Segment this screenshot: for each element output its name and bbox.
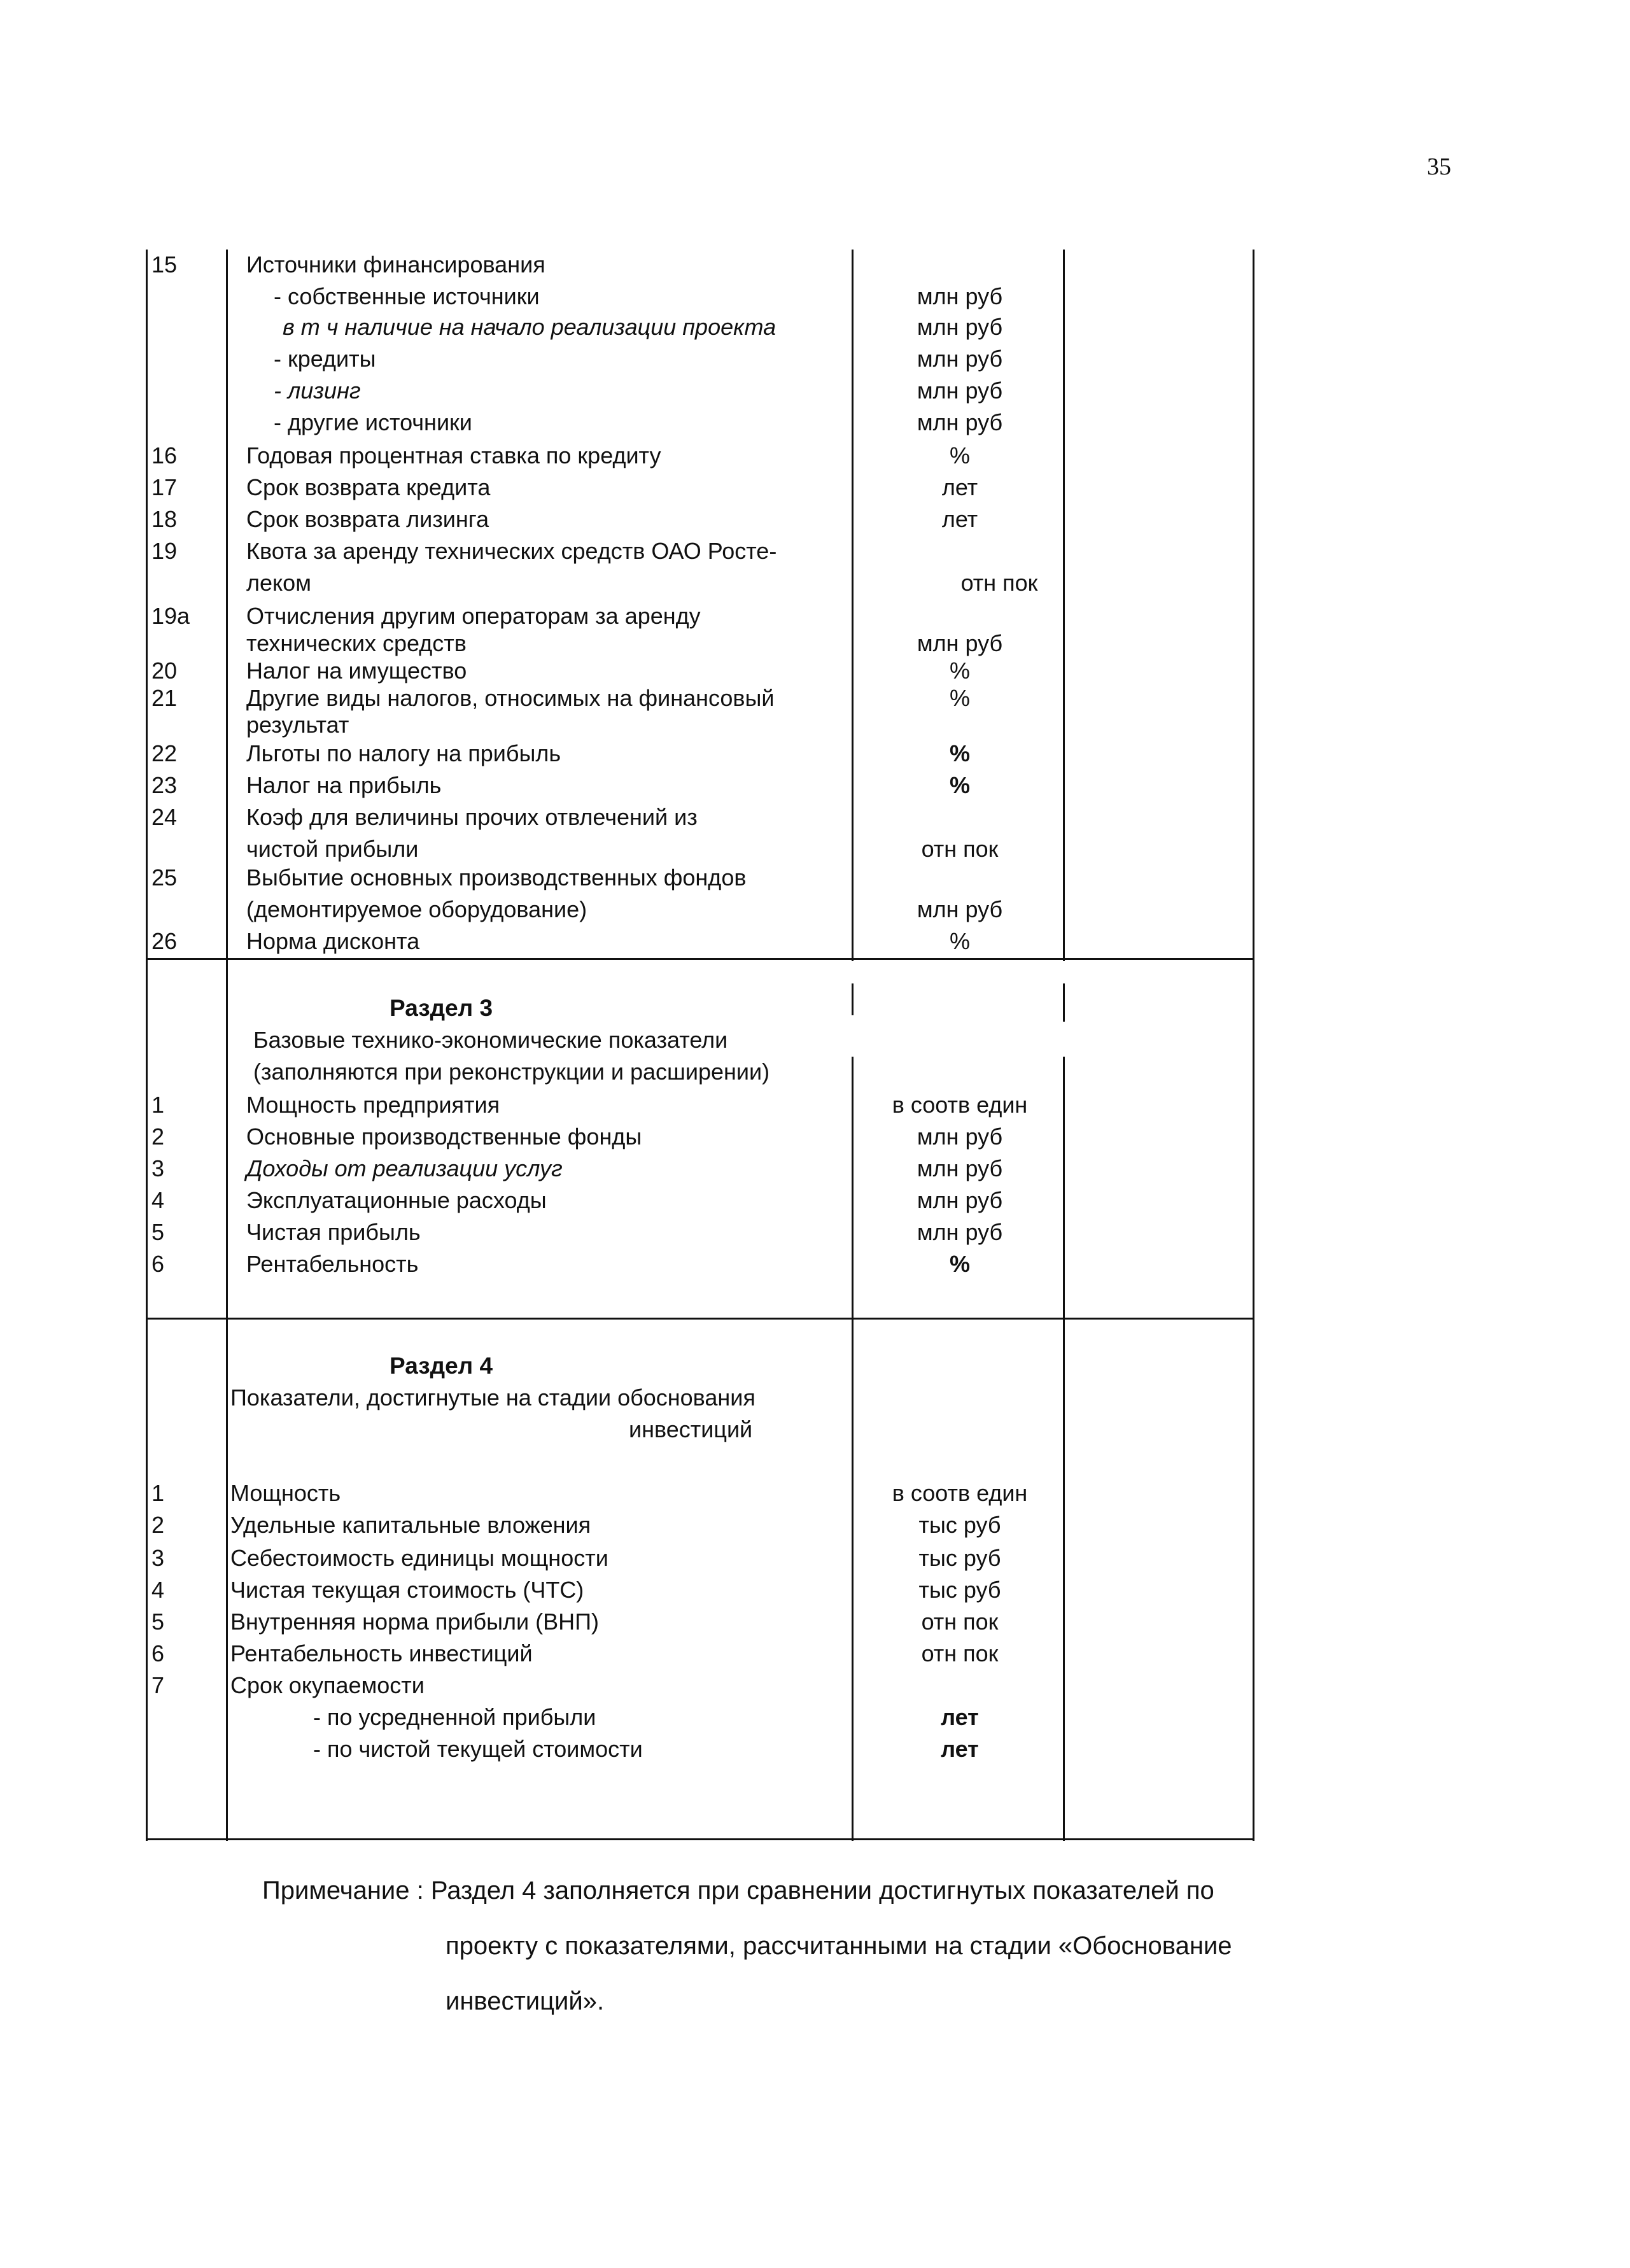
section-subtitle: Базовые технико-экономические показатели (253, 1027, 728, 1053)
row-unit: млн руб (917, 409, 1003, 435)
row-number: 1 (151, 1092, 165, 1118)
row-unit: лет (941, 506, 978, 532)
row-unit: тыс руб (918, 1577, 1001, 1603)
row-unit: % (949, 928, 970, 954)
row-number: 1 (151, 1480, 165, 1506)
row-label: - по чистой текущей стоимости (313, 1736, 643, 1762)
section-subtitle: Показатели, достигнутые на стадии обоснования (230, 1384, 755, 1411)
row-unit: млн руб (917, 630, 1003, 656)
row-label: в т ч наличие на начало реализации проекта (283, 314, 776, 340)
row-unit: млн руб (917, 283, 1003, 309)
row-unit: % (949, 442, 970, 468)
row-unit: отн пок (921, 836, 999, 862)
row-unit: % (949, 685, 970, 711)
row-number: 25 (151, 864, 178, 891)
row-unit: млн руб (917, 896, 1003, 922)
row-label: Годовая процентная ставка по кредиту (246, 442, 661, 468)
row-unit: % (949, 772, 970, 798)
row-label: - лизинг (274, 377, 361, 404)
row-unit: лет (941, 474, 978, 500)
row-label: Себестоимость единицы мощности (230, 1545, 608, 1571)
row-unit: тыс руб (918, 1545, 1001, 1571)
row-unit: % (949, 740, 970, 766)
row-label: Рентабельность инвестиций (230, 1640, 533, 1666)
row-unit: млн руб (917, 1187, 1003, 1213)
row-label: Налог на имущество (246, 658, 467, 684)
row-number: 6 (151, 1251, 165, 1277)
note-line: Примечание : Раздел 4 заполняется при сравнении достигнутых показателей по (262, 1877, 1214, 1905)
row-number: 19а (151, 603, 190, 629)
row-label: Внутренняя норма прибыли (ВНП) (230, 1609, 599, 1635)
row-label: Льготы по налогу на прибыль (246, 740, 561, 766)
row-number: 17 (151, 474, 178, 500)
row-number: 23 (151, 772, 178, 798)
row-label: - собственные источники (274, 283, 540, 309)
row-label: (демонтируемое оборудование) (246, 896, 587, 922)
row-unit: отн пок (921, 1609, 999, 1635)
row-label: Рентабельность (246, 1251, 419, 1277)
row-label: результат (246, 712, 349, 738)
row-number: 4 (151, 1577, 165, 1603)
row-label: Мощность (230, 1480, 341, 1506)
row-number: 19 (151, 538, 178, 564)
row-label: - другие источники (274, 409, 472, 435)
section-title: Раздел 4 (390, 1353, 493, 1379)
row-unit: млн руб (917, 1155, 1003, 1181)
row-unit: в соотв един (892, 1092, 1028, 1118)
row-unit: млн руб (917, 1219, 1003, 1245)
row-number: 21 (151, 685, 178, 711)
row-label: Срок возврата лизинга (246, 506, 489, 532)
row-number: 5 (151, 1219, 165, 1245)
row-label: - по усредненной прибыли (313, 1704, 596, 1730)
row-unit: млн руб (917, 1123, 1003, 1150)
row-number: 20 (151, 658, 178, 684)
note-line: инвестиций». (446, 1987, 605, 2015)
row-number: 7 (151, 1672, 165, 1698)
row-label: Отчисления другим операторам за аренду (246, 603, 701, 629)
row-unit: отн пок (921, 1640, 999, 1666)
row-unit: % (949, 658, 970, 684)
row-label: Срок возврата кредита (246, 474, 491, 500)
row-number: 26 (151, 928, 178, 954)
row-label: - кредиты (274, 346, 376, 372)
note-line: проекту с показателями, рассчитанными на стадии «Обоснование (446, 1932, 1232, 1960)
row-unit: отн пок (960, 570, 1038, 596)
row-number: 15 (151, 251, 178, 278)
section-title: Раздел 3 (390, 995, 493, 1021)
row-unit: млн руб (917, 314, 1003, 340)
row-number: 18 (151, 506, 178, 532)
row-unit: млн руб (917, 346, 1003, 372)
page-number: 35 (1427, 153, 1451, 180)
row-unit: лет (941, 1736, 979, 1762)
row-label: Источники финансирования (246, 251, 545, 278)
row-label: Другие виды налогов, относимых на финансовый (246, 685, 775, 711)
section-subtitle: (заполняются при реконструкции и расширении) (253, 1059, 770, 1085)
row-unit: лет (941, 1704, 979, 1730)
row-number: 4 (151, 1187, 165, 1213)
section-subtitle: инвестиций (629, 1416, 753, 1442)
row-label: Чистая текущая стоимость (ЧТС) (230, 1577, 584, 1603)
row-label: чистой прибыли (246, 836, 419, 862)
row-number: 16 (151, 442, 178, 468)
row-label: Выбытие основных производственных фондов (246, 864, 747, 891)
row-number: 3 (151, 1545, 165, 1571)
row-number: 6 (151, 1640, 165, 1666)
row-label: леком (246, 570, 311, 596)
row-label: технических средств (246, 630, 467, 656)
row-unit: % (949, 1251, 970, 1277)
row-number: 2 (151, 1123, 165, 1150)
row-label: Налог на прибыль (246, 772, 442, 798)
row-label: Срок окупаемости (230, 1672, 425, 1698)
row-label: Чистая прибыль (246, 1219, 421, 1245)
row-label: Коэф для величины прочих отвлечений из (246, 804, 698, 830)
row-unit: в соотв един (892, 1480, 1028, 1506)
row-number: 5 (151, 1609, 165, 1635)
row-number: 2 (151, 1512, 165, 1538)
row-unit: тыс руб (918, 1512, 1001, 1538)
row-label: Эксплуатационные расходы (246, 1187, 547, 1213)
row-number: 22 (151, 740, 178, 766)
row-label: Основные производственные фонды (246, 1123, 642, 1150)
row-unit: млн руб (917, 377, 1003, 404)
row-label: Доходы от реализации услуг (246, 1155, 563, 1181)
row-number: 24 (151, 804, 178, 830)
row-label: Квота за аренду технических средств ОАО Росте- (246, 538, 777, 564)
row-number: 3 (151, 1155, 165, 1181)
row-label: Мощность предприятия (246, 1092, 500, 1118)
row-label: Удельные капитальные вложения (230, 1512, 591, 1538)
row-label: Норма дисконта (246, 928, 420, 954)
